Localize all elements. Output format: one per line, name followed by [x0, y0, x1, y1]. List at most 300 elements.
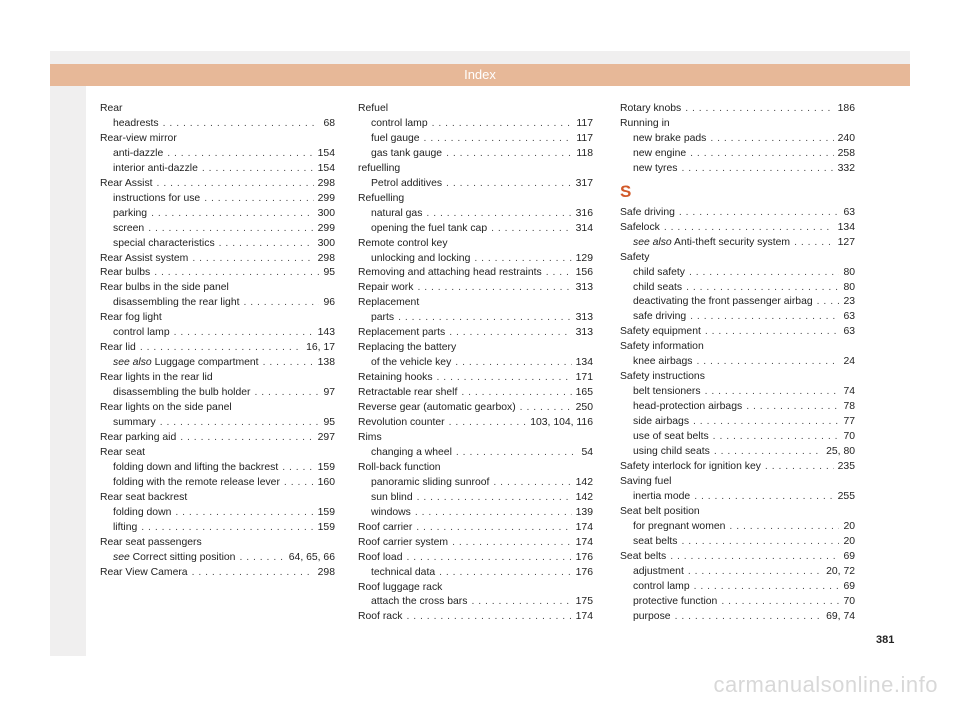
index-term-text: using child seats — [633, 446, 710, 458]
index-term-text: of the vehicle key — [371, 357, 452, 369]
index-term-text: Rear bulbs — [100, 267, 151, 279]
index-term — [113, 551, 235, 566]
index-page-ref: 298 — [317, 566, 335, 578]
index-entry — [358, 102, 593, 117]
index-term-text: use of seat belts — [633, 431, 709, 443]
dot-leader — [746, 400, 839, 415]
index-column-2 — [358, 102, 593, 625]
dot-leader — [474, 252, 571, 267]
index-term — [113, 386, 250, 401]
index-term — [633, 520, 725, 535]
index-term-text: Rear seat — [100, 446, 146, 458]
index-page-ref: 143 — [317, 327, 335, 339]
index-term — [100, 132, 177, 147]
index-term-text: opening the fuel tank cap — [371, 222, 488, 234]
index-subentry — [620, 385, 855, 400]
dot-leader — [426, 207, 571, 222]
index-term — [371, 595, 467, 610]
index-entry — [100, 446, 335, 461]
dot-leader — [140, 341, 302, 356]
index-term-text: windows — [371, 506, 411, 518]
index-subentry — [358, 491, 593, 506]
dot-leader — [688, 565, 822, 580]
index-page-ref: 103, 104, 116 — [530, 417, 593, 429]
index-entry — [100, 132, 335, 147]
index-term-text: disassembling the rear light — [113, 297, 240, 309]
index-term-text: purpose — [633, 610, 671, 622]
index-entry — [358, 341, 593, 356]
index-page-ref: 159 — [317, 461, 335, 473]
index-term — [358, 192, 404, 207]
index-term-text: Safety instructions — [620, 371, 705, 383]
index-term — [633, 147, 686, 162]
index-subentry — [620, 266, 855, 281]
index-page-ref: 63 — [843, 206, 855, 218]
index-term-text: Safety equipment — [620, 326, 701, 338]
dot-leader — [239, 551, 284, 566]
dot-leader — [705, 325, 840, 340]
index-term — [358, 386, 457, 401]
dot-leader — [254, 386, 319, 401]
dot-leader — [446, 147, 572, 162]
index-term — [633, 295, 813, 310]
index-page-ref: 154 — [317, 162, 335, 174]
index-term-text: Rear-view mirror — [100, 132, 177, 144]
index-subentry — [100, 237, 335, 252]
index-page-ref: 299 — [317, 192, 335, 204]
index-term-text: inertia mode — [633, 490, 691, 502]
index-subentry — [100, 521, 335, 536]
index-term — [620, 370, 705, 385]
index-entry — [100, 281, 335, 296]
index-term-text: Refuel — [358, 103, 389, 114]
dot-leader — [406, 551, 571, 566]
dot-leader — [243, 296, 319, 311]
index-term-text: interior anti-dazzle — [113, 162, 198, 174]
index-term-text: Rear lid — [100, 342, 136, 354]
index-page-ref: 160 — [317, 476, 335, 488]
index-entry — [100, 266, 335, 281]
index-term-text: Repair work — [358, 282, 414, 294]
index-entry — [100, 371, 335, 386]
index-term — [358, 610, 402, 625]
dot-leader — [679, 206, 840, 221]
index-subentry — [620, 147, 855, 162]
index-page-ref: 118 — [576, 147, 593, 159]
index-subentry — [620, 236, 855, 251]
index-term — [358, 401, 516, 416]
dot-leader — [690, 310, 839, 325]
dot-leader — [693, 415, 839, 430]
dot-leader — [471, 595, 571, 610]
index-term-text: refuelling — [358, 162, 401, 174]
index-subentry — [358, 506, 593, 521]
index-subentry — [620, 281, 855, 296]
index-term — [371, 356, 451, 371]
index-term — [358, 431, 382, 446]
index-term — [633, 445, 710, 460]
index-term — [358, 581, 442, 596]
dot-leader — [439, 566, 572, 581]
index-entry — [358, 386, 593, 401]
cross-reference-label: see also — [113, 357, 152, 369]
index-term-text: Roof carrier system — [358, 536, 449, 548]
index-term — [100, 371, 213, 386]
dot-leader — [154, 266, 319, 281]
index-term — [633, 535, 677, 550]
dot-leader — [455, 356, 571, 371]
index-term-text: Retractable rear shelf — [358, 387, 458, 399]
index-page-ref: 240 — [837, 132, 855, 144]
index-term-text: Refuelling — [358, 192, 405, 204]
index-subentry — [620, 490, 855, 505]
index-page-ref: 20 — [843, 535, 855, 547]
index-term-text: new tyres — [633, 162, 678, 174]
index-term — [358, 551, 402, 566]
index-term-text: Roof load — [358, 551, 403, 563]
index-term — [358, 162, 400, 177]
index-entry — [620, 550, 855, 565]
index-entry — [620, 325, 855, 340]
index-term — [633, 610, 671, 625]
dot-leader — [491, 222, 572, 237]
index-page-ref: 316 — [575, 207, 593, 219]
index-page-ref: 142 — [575, 491, 593, 503]
dot-leader — [202, 162, 314, 177]
dot-leader — [415, 506, 572, 521]
cross-reference-label: see — [113, 551, 130, 563]
dot-leader — [520, 401, 572, 416]
index-subentry — [100, 162, 335, 177]
index-term-text: folding down and lifting the backrest — [113, 461, 279, 473]
dot-leader — [710, 132, 833, 147]
index-entry — [100, 102, 335, 117]
index-page-ref: 69 — [843, 580, 855, 592]
index-term — [633, 310, 686, 325]
index-subentry — [620, 445, 855, 460]
dot-leader — [157, 177, 314, 192]
index-term — [371, 491, 413, 506]
index-column-1 — [100, 102, 335, 581]
dot-leader — [263, 356, 314, 371]
index-term — [633, 490, 690, 505]
index-term — [358, 266, 542, 281]
dot-leader — [689, 266, 839, 281]
index-page-ref: 332 — [837, 162, 855, 174]
dot-leader — [424, 132, 573, 147]
index-page-ref: 25, 80 — [826, 446, 855, 458]
dot-leader — [685, 102, 833, 117]
index-term-text: child seats — [633, 281, 683, 293]
cross-reference-label: see also — [633, 236, 672, 248]
index-term-text: belt tensioners — [633, 386, 701, 398]
index-term-text: Petrol additives — [371, 177, 443, 189]
index-subentry — [358, 147, 593, 162]
index-term-text: Rear lights on the side panel — [100, 402, 232, 414]
dot-leader — [794, 236, 834, 251]
index-subentry — [620, 355, 855, 370]
index-term — [633, 385, 701, 400]
dot-leader — [713, 430, 840, 445]
dot-leader — [406, 610, 571, 625]
index-entry — [100, 491, 335, 506]
index-term-text: Rear fog light — [100, 312, 162, 324]
index-term — [620, 221, 660, 236]
index-subentry — [358, 446, 593, 461]
index-page-ref: 298 — [317, 177, 335, 189]
dot-leader — [282, 461, 313, 476]
index-subentry — [100, 506, 335, 521]
index-entry — [620, 251, 855, 266]
index-page-ref: 16, 17 — [306, 342, 335, 354]
index-term-text: Safety interlock for ignition key — [620, 460, 761, 472]
index-term-text: Rear bulbs in the side panel — [100, 282, 229, 294]
index-term-text: Rims — [358, 431, 382, 443]
index-page-ref: 174 — [575, 611, 593, 623]
index-page-ref: 69 — [843, 550, 855, 562]
index-term — [100, 491, 187, 506]
index-term-text: lifting — [113, 521, 138, 533]
dot-leader — [204, 192, 313, 207]
dot-leader — [174, 326, 314, 341]
index-subentry — [100, 356, 335, 371]
index-subentry — [100, 117, 335, 132]
index-page-ref: 300 — [317, 237, 335, 249]
index-term — [371, 147, 442, 162]
index-subentry — [100, 147, 335, 162]
dot-leader — [456, 446, 578, 461]
index-term-text: side airbags — [633, 416, 690, 428]
index-term — [633, 132, 706, 147]
index-subentry — [100, 326, 335, 341]
index-term — [633, 162, 677, 177]
index-term-text: instructions for use — [113, 192, 201, 204]
dot-leader — [151, 207, 314, 222]
index-subentry — [620, 595, 855, 610]
index-page-ref: 77 — [843, 416, 855, 428]
dot-leader — [694, 490, 833, 505]
index-term-text: folding down — [113, 506, 172, 518]
index-entry — [100, 341, 335, 356]
dot-leader — [675, 610, 823, 625]
index-term — [100, 341, 136, 356]
index-term — [633, 430, 709, 445]
index-subentry — [358, 132, 593, 147]
index-term — [371, 177, 442, 192]
index-subentry — [358, 595, 593, 610]
index-subentry — [100, 461, 335, 476]
index-term-text: special characteristics — [113, 237, 215, 249]
index-entry — [358, 401, 593, 416]
dot-leader — [192, 252, 313, 267]
index-term — [620, 206, 675, 221]
index-term-text: Removing and attaching head restraints — [358, 267, 542, 279]
index-term — [113, 147, 163, 162]
index-term — [371, 566, 435, 581]
index-term — [358, 296, 419, 311]
index-term-text: adjustment — [633, 565, 684, 577]
index-entry — [100, 536, 335, 551]
index-subentry — [620, 310, 855, 325]
index-term — [620, 340, 704, 355]
index-term-text: control lamp — [113, 327, 170, 339]
index-term — [633, 595, 717, 610]
index-term-text: Rear Assist system — [100, 252, 189, 264]
index-subentry — [358, 356, 593, 371]
index-term-text: Rear parking aid — [100, 431, 177, 443]
index-subentry — [100, 192, 335, 207]
index-page-ref: 24 — [843, 356, 855, 368]
watermark: carmanualsonline.info — [713, 672, 938, 697]
dot-leader — [417, 491, 572, 506]
index-term-text: Rear seat passengers — [100, 536, 202, 548]
dot-leader — [670, 550, 839, 565]
dot-leader — [160, 416, 320, 431]
index-subentry — [620, 162, 855, 177]
index-page-ref: 165 — [575, 387, 593, 399]
dot-leader — [416, 521, 571, 536]
index-term-text: Rotary knobs — [620, 103, 682, 114]
index-entry — [620, 206, 855, 221]
index-page-ref: 134 — [837, 221, 855, 233]
index-term — [113, 192, 200, 207]
dot-leader — [690, 147, 834, 162]
index-page-ref: 235 — [837, 460, 855, 472]
index-page-ref: 176 — [575, 566, 593, 578]
index-entry — [358, 431, 593, 446]
index-entry — [100, 177, 335, 192]
index-page-ref: 129 — [575, 252, 593, 264]
index-term — [113, 222, 144, 237]
index-page-ref: 63 — [843, 311, 855, 323]
index-page-ref: 117 — [576, 117, 593, 129]
index-page-ref: 69, 74 — [826, 610, 855, 622]
index-subentry — [100, 476, 335, 491]
index-term-text: deactivating the front passenger airbag — [633, 296, 813, 308]
index-term-text: Rear seat backrest — [100, 491, 188, 503]
index-page-ref: 174 — [575, 521, 593, 533]
dot-leader — [705, 385, 840, 400]
index-page-ref: 298 — [317, 252, 335, 264]
index-term — [620, 117, 670, 132]
index-term — [620, 550, 666, 565]
index-term-text: new engine — [633, 147, 687, 159]
index-term — [633, 415, 689, 430]
dot-leader — [697, 355, 840, 370]
dot-leader — [284, 476, 314, 491]
index-term-text: Safelock — [620, 221, 660, 233]
index-term-text: Correct sitting position — [129, 551, 236, 563]
index-term — [633, 580, 690, 595]
index-term — [100, 266, 150, 281]
index-term — [371, 132, 420, 147]
index-entry — [620, 117, 855, 132]
index-page-ref: 159 — [317, 506, 335, 518]
index-entry — [620, 370, 855, 385]
index-term — [633, 281, 682, 296]
dot-leader — [765, 460, 834, 475]
index-page-ref: 250 — [575, 402, 593, 414]
index-term-text: knee airbags — [633, 356, 693, 368]
index-term-text: changing a wheel — [371, 446, 452, 458]
dot-leader — [398, 311, 572, 326]
index-term-text: Saving fuel — [620, 475, 672, 487]
index-entry — [358, 326, 593, 341]
index-term-text: summary — [113, 417, 156, 429]
index-term — [633, 565, 684, 580]
index-entry — [358, 296, 593, 311]
dot-leader — [148, 222, 313, 237]
index-term-text: safe driving — [633, 311, 687, 323]
index-page-ref: 74 — [843, 386, 855, 398]
index-subentry — [620, 535, 855, 550]
index-subentry — [358, 207, 593, 222]
index-term-text: Roof luggage rack — [358, 581, 443, 593]
index-page-ref: 176 — [575, 551, 593, 563]
index-page-ref: 20, 72 — [826, 565, 855, 577]
dot-leader — [175, 506, 313, 521]
index-term — [113, 326, 170, 341]
index-term — [358, 461, 441, 476]
index-term — [100, 446, 145, 461]
index-term — [371, 476, 489, 491]
index-term — [633, 236, 790, 251]
index-entry — [620, 475, 855, 490]
index-term — [633, 266, 685, 281]
index-subentry — [620, 580, 855, 595]
index-page-ref: 95 — [323, 417, 335, 429]
index-term-text: Running in — [620, 117, 670, 129]
index-page-ref: 134 — [575, 357, 593, 369]
index-page-ref: 54 — [581, 446, 593, 458]
dot-leader — [432, 117, 573, 132]
index-entry — [100, 401, 335, 416]
index-entry — [100, 311, 335, 326]
index-term-text: Safety information — [620, 341, 704, 353]
index-subentry — [620, 565, 855, 580]
index-page-ref: 63 — [843, 326, 855, 338]
index-term-text: seat belts — [633, 535, 678, 547]
index-term — [358, 341, 456, 356]
index-term — [371, 446, 452, 461]
index-term — [113, 461, 278, 476]
index-term — [620, 325, 701, 340]
index-term — [100, 252, 188, 267]
index-entry — [620, 340, 855, 355]
index-term-text: Safe driving — [620, 206, 675, 218]
index-page-ref: 139 — [575, 506, 593, 518]
index-term — [100, 281, 229, 296]
index-page-ref: 313 — [575, 327, 593, 339]
index-page-ref: 138 — [317, 357, 335, 369]
index-term-text: Replacement parts — [358, 327, 446, 339]
index-term — [620, 475, 671, 490]
index-page-ref: 159 — [317, 521, 335, 533]
index-page-ref: 258 — [837, 147, 855, 159]
dot-leader — [714, 445, 822, 460]
index-subentry — [100, 551, 335, 566]
index-term — [113, 356, 259, 371]
index-term-text: Roll-back function — [358, 461, 441, 473]
index-term-text: disassembling the bulb holder — [113, 387, 251, 399]
index-page-ref: 127 — [837, 236, 855, 248]
index-term-text: anti-dazzle — [113, 147, 164, 159]
index-entry — [358, 237, 593, 252]
index-term-text: Retaining hooks — [358, 372, 433, 384]
index-term-text: Rear — [100, 103, 123, 114]
index-term — [371, 506, 411, 521]
index-term — [358, 536, 448, 551]
